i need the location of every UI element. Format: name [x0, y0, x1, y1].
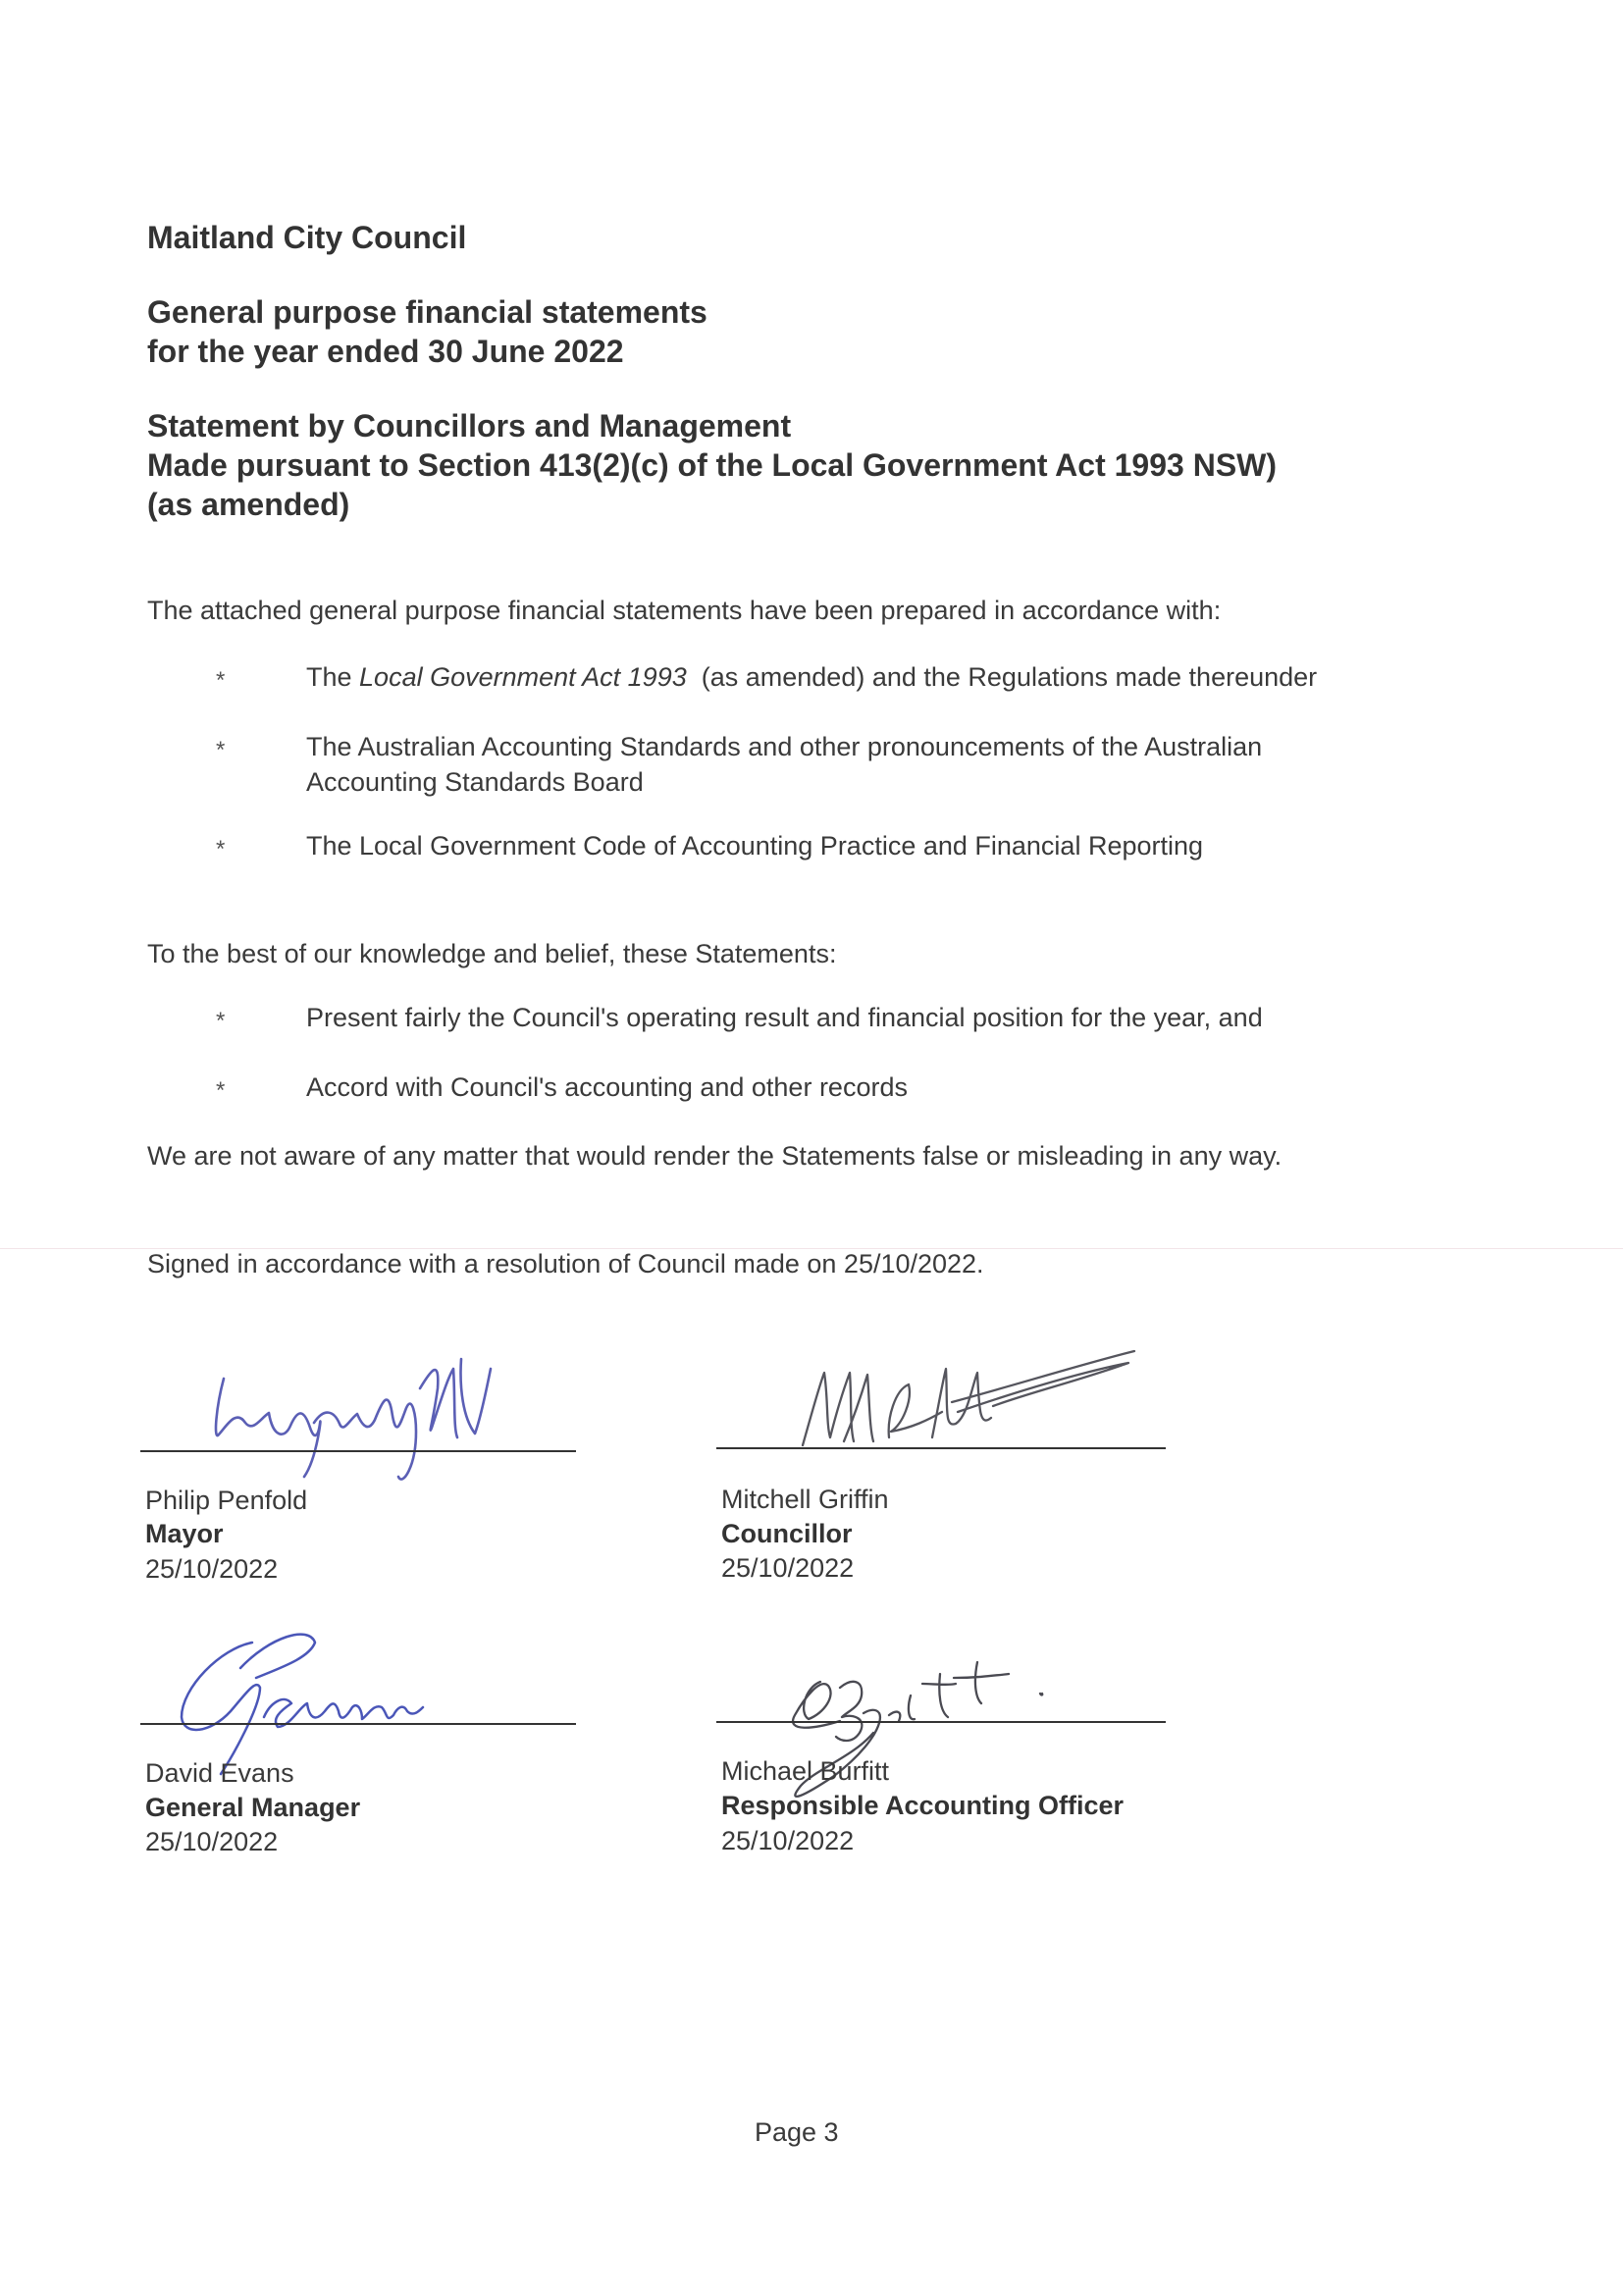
statement-heading-line1: Statement by Councillors and Management [147, 408, 792, 444]
bullet-marker: * [216, 1008, 226, 1034]
belief-intro: To the best of our knowledge and belief, these Statements: [147, 939, 837, 968]
report-title-line1: General purpose financial statements [147, 294, 707, 330]
signatory-role: Responsible Accounting Officer [721, 1791, 1125, 1820]
signatory-date: 25/10/2022 [145, 1554, 279, 1584]
signature-councillor [785, 1330, 1158, 1457]
accordance-item-prefix: The [306, 662, 360, 692]
signature-line [716, 1447, 1166, 1449]
belief-item: Present fairly the Council's operating result and financial position for the year, and [306, 1003, 1263, 1032]
signatory-role: Councillor [721, 1519, 853, 1548]
signature-mayor [196, 1330, 569, 1487]
page-number: Page 3 [755, 2117, 839, 2147]
signatory-date: 25/10/2022 [145, 1827, 279, 1856]
intro-paragraph: The attached general purpose financial statements have been prepared in accordance with: [147, 596, 1222, 625]
signatory-role: General Manager [145, 1793, 361, 1822]
statement-heading-line3: (as amended) [147, 487, 350, 522]
signatory-role: Mayor [145, 1519, 224, 1548]
signatory-name: Mitchell Griffin [721, 1485, 889, 1514]
bullet-marker: * [216, 667, 226, 694]
signature-line [140, 1723, 576, 1725]
signatory-name: David Evans [145, 1758, 294, 1788]
signature-line [716, 1721, 1166, 1723]
accordance-item [306, 659, 1317, 695]
belief-item: Accord with Council's accounting and other records [306, 1072, 908, 1102]
council-name: Maitland City Council [147, 220, 467, 255]
not-aware-statement: We are not aware of any matter that would render the Statements false or misleading in any way. [147, 1141, 1283, 1171]
signatory-date: 25/10/2022 [721, 1826, 855, 1855]
signature-general-manager [162, 1609, 496, 1776]
statement-heading-line2: Made pursuant to Section 413(2)(c) of the Local Government Act 1993 NSW) [147, 447, 1278, 483]
signatory-date: 25/10/2022 [721, 1553, 855, 1583]
act-title: Local Government Act 1993 [359, 662, 687, 692]
accordance-item-suffix: (as amended) and the Regulations made thereunder [686, 662, 1318, 692]
bullet-marker: * [216, 737, 226, 763]
accordance-item: The Australian Accounting Standards and other pronouncements of the Australian Accounting Standards Board [306, 732, 1263, 797]
accordance-item: The Local Government Code of Accounting Practice and Financial Reporting [306, 831, 1204, 861]
signatory-name: Philip Penfold [145, 1486, 308, 1515]
signature-line [140, 1450, 576, 1452]
signatory-name: Michael Burfitt [721, 1756, 890, 1786]
report-title-line2: for the year ended 30 June 2022 [147, 334, 624, 369]
bullet-marker: * [216, 836, 226, 862]
bullet-marker: * [216, 1077, 226, 1104]
signed-resolution: Signed in accordance with a resolution of Council made on 25/10/2022. [147, 1249, 984, 1278]
